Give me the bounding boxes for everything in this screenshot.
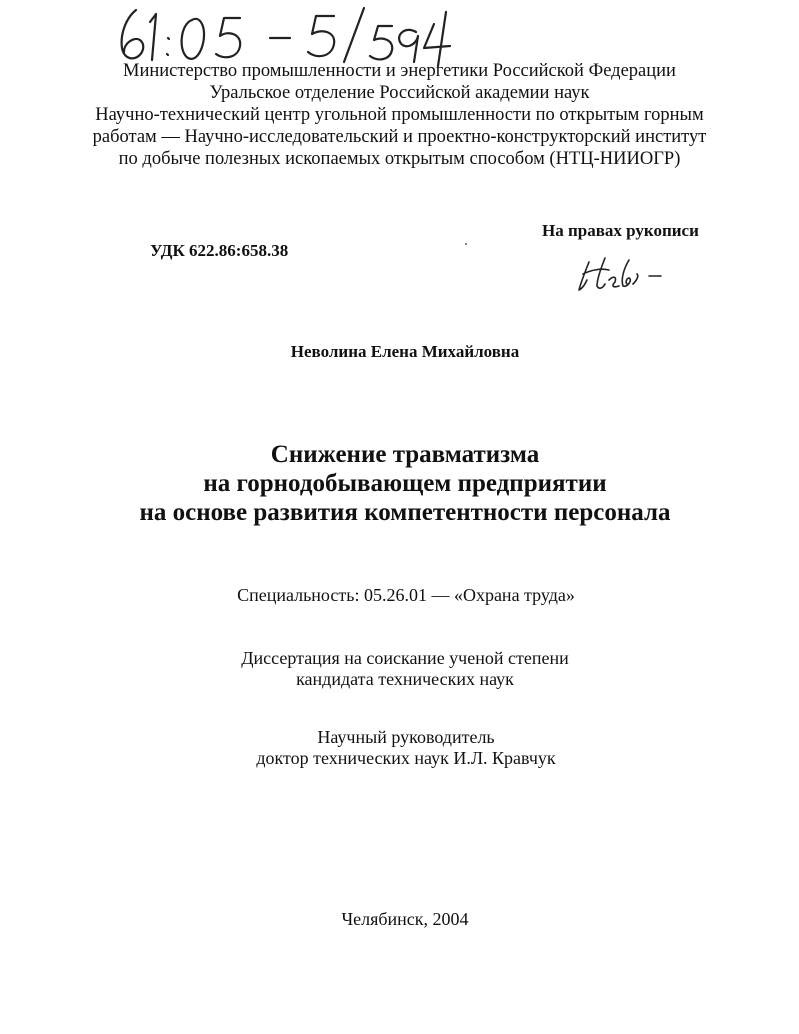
city-and-year: Челябинск, 2004 xyxy=(341,909,469,929)
degree-statement xyxy=(0,648,799,690)
author-name: Неволина Елена Михайловна xyxy=(290,342,520,361)
header-line: Уральское отделение Российской академии наук xyxy=(209,83,590,103)
title-line: Снижение травматизма xyxy=(270,441,540,468)
dissertation-title xyxy=(0,440,799,527)
title-line: на основе развития компетентности персонала xyxy=(139,499,671,526)
degree-line: Диссертация на соискание ученой степени xyxy=(241,648,569,668)
author-signature xyxy=(575,250,670,294)
supervisor-line: доктор технических наук И.Л. Кравчук xyxy=(256,748,556,768)
udc-code: УДК 622.86:658.38 xyxy=(150,241,289,260)
handwritten-archive-number xyxy=(112,2,457,68)
header-line: Научно-технический центр угольной промышленности по открытым горным xyxy=(95,105,704,125)
header-line: Министерство промышленности и энергетики Российской Федерации xyxy=(123,61,676,81)
manuscript-rights-label: На правах рукописи xyxy=(542,221,699,240)
header-line: по добыче полезных ископаемых открытым способом (НТЦ-НИИОГР) xyxy=(118,149,681,169)
supervisor-block xyxy=(0,727,799,769)
supervisor-line: Научный руководитель xyxy=(317,727,495,747)
organization-header xyxy=(0,60,799,170)
specialty: Специальность: 05.26.01 — «Охрана труда» xyxy=(237,585,575,605)
degree-line: кандидата технических наук xyxy=(296,669,514,689)
title-line: на горнодобывающем предприятии xyxy=(203,470,607,497)
header-line: работам — Научно-исследовательский и проектно-конструкторский институт xyxy=(92,127,707,147)
scan-speck xyxy=(465,243,467,245)
